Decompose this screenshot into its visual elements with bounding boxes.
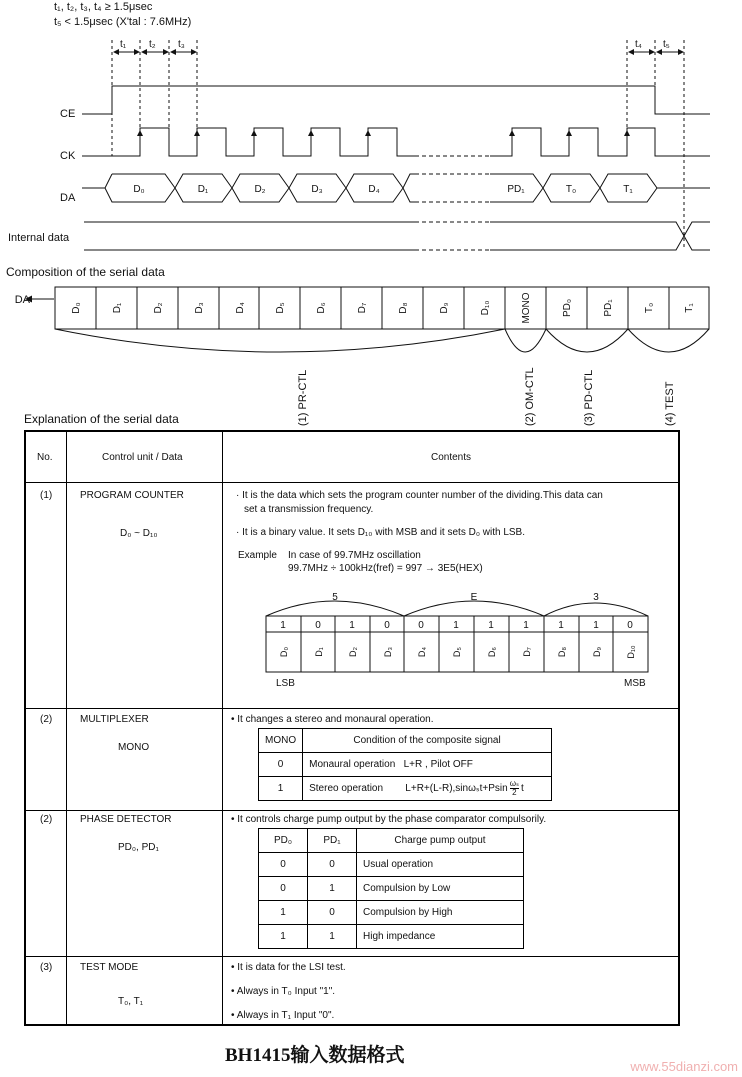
ck-label: CK [60, 150, 76, 162]
watermark: www.55dianzi.com [630, 1059, 738, 1074]
comp-bit: D₉ [439, 302, 450, 314]
bit-name: D₄ [417, 646, 427, 658]
group-label-pd-ctl: (3) PD-CTL [583, 369, 595, 426]
pd1-header: PD₁ [308, 829, 357, 853]
bit-value: 0 [384, 620, 390, 631]
bit-value: 1 [488, 620, 494, 631]
comp-bit: D₈ [398, 302, 409, 314]
t2-label: t₂ [149, 39, 156, 50]
pd0-value: 0 [259, 853, 308, 877]
lsb-label: LSB [276, 678, 295, 689]
row4-bullet-3: • Always in T₁ Input "0". [231, 1010, 335, 1021]
bit-name: D₅ [452, 646, 462, 658]
da-bit: T₀ [565, 184, 577, 195]
divider [26, 708, 678, 709]
bit-value: 1 [523, 620, 529, 631]
row1-unit: PROGRAM COUNTER [80, 490, 184, 501]
row3-bullet: • It controls charge pump output by the phase comparator compulsorily. [231, 814, 547, 825]
bit-name: D₇ [522, 647, 532, 657]
comp-bit: D₅ [275, 302, 286, 314]
comp-bit: PD₀ [562, 298, 573, 318]
da-bit: D₂ [254, 184, 266, 195]
divider [66, 432, 67, 1024]
example-line2: 99.7MHz ÷ 100kHz(fref) = 997 → 3E5(HEX) [288, 563, 483, 574]
pd-table [258, 828, 524, 949]
comp-bit: D₇ [357, 302, 368, 314]
bit-value: 1 [280, 620, 286, 631]
row2-data: MONO [118, 742, 150, 753]
mono-formula: L+R , Pilot OFF [403, 759, 473, 770]
charge-pump-header: Charge pump output [357, 829, 524, 853]
figure-caption: BH1415输入数据格式 [225, 1045, 405, 1066]
da-bit: D₄ [368, 184, 380, 195]
comp-bit: D₂ [153, 302, 164, 314]
composition-da-label: DA [14, 294, 30, 306]
charge-pump-output: High impedance [357, 925, 524, 949]
row4-unit: TEST MODE [80, 962, 139, 973]
row1-line2: set a transmission frequency. [244, 504, 374, 515]
row3-data: PD₀, PD₁ [118, 842, 159, 853]
mono-value: 1 [259, 777, 303, 801]
header-contents: Contents [431, 452, 472, 463]
row1-data: D₀ ~ D₁₀ [120, 528, 158, 539]
hex-digit: 5 [332, 592, 338, 603]
comp-bit: T₁ [684, 303, 695, 313]
bit-value: 0 [315, 620, 321, 631]
t3-label: t₃ [178, 39, 185, 50]
bit-value: 0 [627, 620, 633, 631]
bit-name: D₀ [279, 646, 289, 658]
fraction-denominator: 2 [512, 788, 517, 797]
pd0-value: 1 [259, 901, 308, 925]
pd0-value: 0 [259, 877, 308, 901]
pd1-value: 1 [308, 877, 357, 901]
bit-value: 1 [349, 620, 355, 631]
da-bit: D₀ [133, 184, 145, 195]
charge-pump-output: Usual operation [357, 853, 524, 877]
da-bit: PD₁ [507, 184, 525, 195]
example-bit-table [262, 586, 652, 690]
t5-label: t₅ [663, 39, 670, 50]
explanation-title: Explanation of the serial data [24, 412, 179, 426]
row1-line1: · It is the data which sets the program counter number of the dividing.This data can [236, 490, 603, 501]
bit-name: D₆ [487, 646, 497, 658]
bit-name: D₁₀ [626, 645, 636, 659]
divider [222, 432, 223, 1024]
mono-header: MONO [259, 729, 303, 753]
comp-bit: D₃ [194, 302, 205, 314]
charge-pump-output: Compulsion by High [357, 901, 524, 925]
comp-bit: D₁₀ [480, 300, 491, 316]
mono-op: Monaural operation [309, 759, 396, 770]
da-bit: D₃ [311, 184, 323, 195]
bit-name: D₃ [383, 646, 393, 658]
divider [26, 482, 678, 483]
comp-bit: D₄ [235, 302, 246, 314]
comp-bit: D₆ [316, 302, 327, 314]
serial-bit-layout [0, 280, 742, 430]
da-bit: D₁ [197, 184, 209, 195]
mono-condition [303, 777, 552, 801]
pd0-header: PD₀ [259, 829, 308, 853]
divider [26, 810, 678, 811]
comp-bit: MONO [521, 292, 532, 324]
bit-value: 1 [453, 620, 459, 631]
pd1-value: 0 [308, 853, 357, 877]
group-label-pr-ctl: (1) PR-CTL [297, 369, 309, 426]
timing-diagram [0, 0, 742, 262]
bit-value: 1 [593, 620, 599, 631]
explanation-table [24, 430, 680, 1026]
mono-table [258, 728, 552, 801]
row1-no: (1) [40, 490, 53, 501]
pd1-value: 1 [308, 925, 357, 949]
timing-note-1: t₁, t₂, t₃, t₄ ≥ 1.5μsec [54, 1, 153, 13]
stereo-formula-t: t [520, 783, 524, 795]
bit-name: D₂ [348, 647, 358, 657]
comp-bit: D₀ [71, 302, 82, 314]
row4-bullet-2: • Always in T₀ Input "1". [231, 986, 336, 997]
ce-label: CE [60, 108, 76, 120]
comp-bit: T₀ [644, 302, 655, 314]
bit-value: 1 [558, 620, 564, 631]
fraction-numerator: ωₛ [509, 779, 519, 788]
example-line1: In case of 99.7MHz oscillation [288, 550, 421, 561]
composition-title: Composition of the serial data [6, 265, 165, 279]
pd1-value: 0 [308, 901, 357, 925]
divider [26, 956, 678, 957]
header-no: No. [37, 452, 53, 463]
header-unit: Control unit / Data [102, 452, 183, 463]
row2-no: (2) [40, 714, 53, 725]
t4-label: t₄ [635, 39, 642, 50]
group-label-test: (4) TEST [664, 381, 676, 426]
row3-unit: PHASE DETECTOR [80, 814, 172, 825]
internal-data-label: Internal data [8, 232, 70, 244]
t1-label: t₁ [120, 39, 127, 50]
stereo-op: Stereo operation [309, 783, 384, 795]
charge-pump-output: Compulsion by Low [357, 877, 524, 901]
row4-data: T₀, T₁ [118, 996, 144, 1007]
comp-bit: PD₁ [603, 299, 614, 317]
row2-bullet: • It changes a stereo and monaural operation. [231, 714, 434, 725]
fraction [510, 780, 519, 797]
row2-unit: MULTIPLEXER [80, 714, 149, 725]
row4-bullet-1: • It is data for the LSI test. [231, 962, 346, 973]
hex-digit: 3 [593, 592, 599, 603]
example-label: Example [238, 550, 277, 561]
mono-value: 0 [259, 753, 303, 777]
bit-name: D₈ [557, 646, 567, 658]
bit-name: D₉ [592, 646, 602, 658]
row3-no: (2) [40, 814, 53, 825]
da-label: DA [60, 192, 76, 204]
da-bit: T₁ [623, 184, 633, 195]
comp-bit: D₁ [112, 302, 123, 314]
hex-digit: E [470, 592, 478, 603]
bit-name: D₁ [314, 647, 324, 657]
row1-line3: · It is a binary value. It sets D₁₀ with MSB and it sets D₀ with LSB. [236, 527, 525, 538]
row4-no: (3) [40, 962, 53, 973]
mono-condition [303, 753, 552, 777]
bit-value: 0 [418, 620, 424, 631]
pd0-value: 1 [259, 925, 308, 949]
mono-condition-header: Condition of the composite signal [303, 729, 552, 753]
timing-note-2: t₅ < 1.5μsec (X'tal : 7.6MHz) [54, 16, 192, 28]
msb-label: MSB [624, 678, 646, 689]
group-label-om-ctl: (2) OM-CTL [524, 367, 536, 426]
stereo-formula: L+R+(L-R),sinωₛt+Psin [405, 783, 508, 795]
